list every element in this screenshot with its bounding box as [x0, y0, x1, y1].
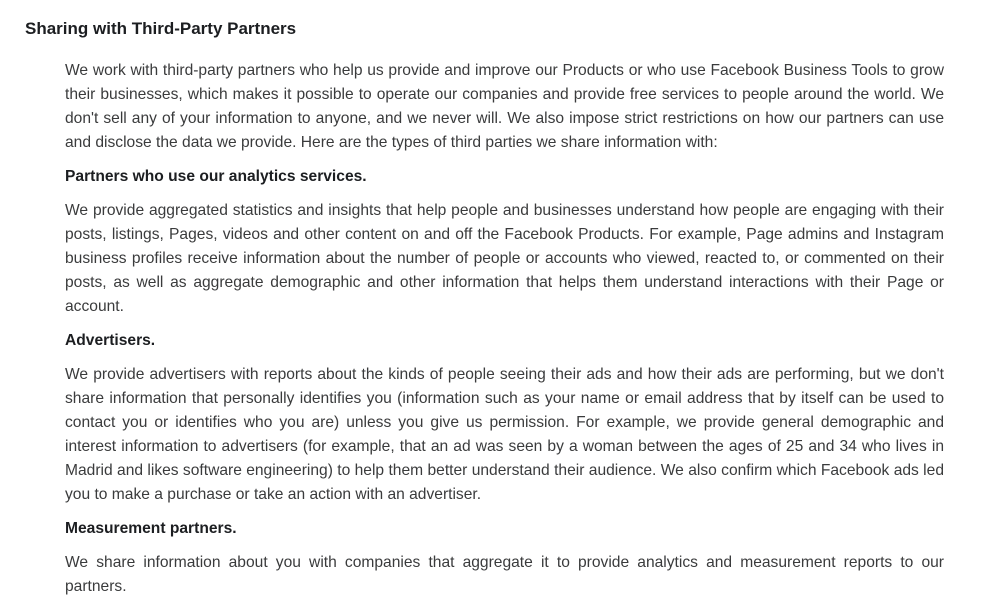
- subsection-body-advertisers: We provide advertisers with reports about the kinds of people seeing their ads and how their ads are performing, but we don't share information that personally identifies you (information such as your name or email address that by itself can be used to contact you or identifies who you are) unless you give us permission. For example, we provide general demographic and interest information to advertisers (for example, that an ad was seen by a woman between the ages of 25 and 34 who lives in Madrid and likes software engineering) to help them better understand their audience. We also confirm which Facebook ads led you to make a purchase or take an action with an advertiser.: [65, 366, 944, 503]
- subsection-body-measurement: We share information about you with companies that aggregate it to provide analytics and measurement reports to our partners.: [65, 554, 944, 595]
- subsection-heading-analytics: Partners who use our analytics services.: [65, 168, 367, 185]
- section-title: Sharing with Third-Party Partners: [25, 19, 297, 38]
- section-content: [65, 59, 944, 599]
- intro-paragraph: We work with third-party partners who help us provide and improve our Products or who use Facebook Business Tools to grow their businesses, which makes it possible to operate our companies and provide free services to people around the world. We don't sell any of your information to anyone, and we never will. We also impose strict restrictions on how our partners can use and disclose the data we provide. Here are the types of third parties we share information with:: [65, 62, 944, 151]
- subsection-body-analytics: We provide aggregated statistics and insights that help people and businesses understand how people are engaging with their posts, listings, Pages, videos and other content on and off the Facebook Products. For example, Page admins and Instagram business profiles receive information about the number of people or accounts who viewed, reacted to, or commented on their posts, as well as aggregate demographic and other information that helps them understand interactions with their Page or account.: [65, 202, 944, 315]
- subsection-heading-measurement: Measurement partners.: [65, 520, 237, 537]
- subsection-heading-advertisers: Advertisers.: [65, 332, 156, 349]
